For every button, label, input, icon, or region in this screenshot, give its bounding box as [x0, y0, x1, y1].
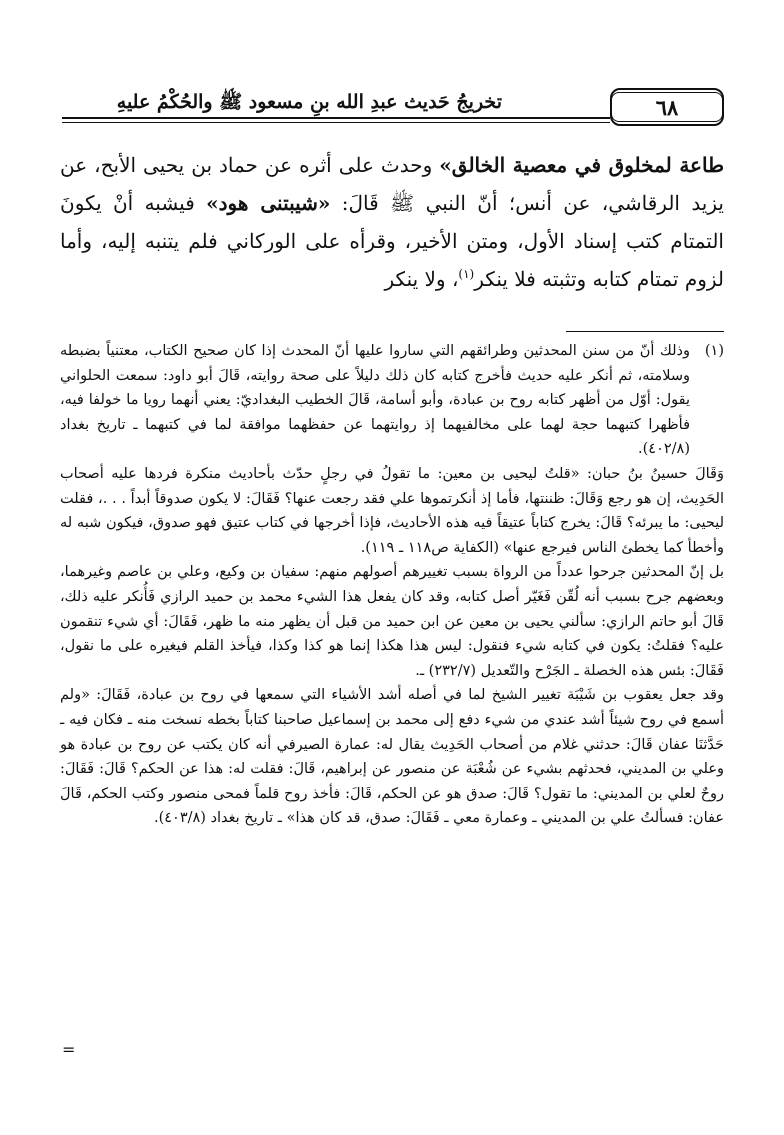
footnote-paragraph: وقد جعل يعقوب بن شَيْبَة تغيير الشيخ لما في أصله أشد الأشياء التي سمعها في روح بن عبادة، فَقَالَ: «ولم أسمع في روح شيئاً أشد عندي من شيء دفع إلى محمد بن إسماعيل صاحبنا كتاباً بخطه نسخت منه ـ فكان فيه ـ حَدَّثنَا عفان قَالَ: حدثني غلام من أصحاب الحَدِيث يقال له: عمارة الصيرفي أنه كان يكتب عن روح بن عبادة هو وعلي بن المديني، فحدثهم بشيء عن شُعْبَة عن منصور عن إبراهيم، قَالَ: فقلت له: هذا عن الحكم؟ قَالَ: فَقَالَ: روحٌ لعلي بن المديني: ما تقول؟ قَالَ: صدق هو عن الحكم، قَالَ: فأخذ روح قلماً فمحى منصور وكتب الحكم، قَالَ عفان: فسألتُ علي بن المديني ـ وعمارة معي ـ فَقَالَ: صدق، قد كان هذا» ـ تاريخ بغداد (٤٠٣/٨).	[60, 687, 724, 827]
main-text-segment: ، ولا ينكر	[384, 267, 459, 291]
bold-quote-1: طاعة لمخلوق في معصية الخالق»	[439, 153, 724, 177]
footnote-reference[interactable]: (١)	[458, 267, 475, 281]
page-number-frame	[610, 88, 724, 126]
footnote-separator	[566, 331, 724, 332]
continuation-mark: =	[62, 1040, 76, 1059]
main-text-segment: وحدث على أثره عن حماد بن يحيى الأبح، عن يزيد الرقاشي، عن أنس؛ أنّ النبي ﷺ قَالَ:	[60, 153, 724, 215]
running-title: تخريجُ حَديث عبدِ الله بنِ مسعود ﷺ والحُكْمُ عليهِ	[116, 91, 502, 113]
footnote-paragraph: بل إنّ المحدثين جرحوا عدداً من الرواة بسبب تغييرهم أصولهم منهم: سفيان بن وكيع، وعلي بن عاصم وغيرهما، وبعضهم جرح بسبب أنه لُقّن فَغَيّر أصل كتابه، وقد كان يفعل هذا الشيء محمد بن حميد الرازي فَأُنكر عليه ذلك، قَالَ أبو حاتم الرازي: سألني يحيى بن معين عن ابن حميد من قبل أن يظهر منه ما ظهر، فَقَالَ: أي شيء تنقمون عليه؟ فقلتُ: يكون في كتابه شيء فنقول: ليس هذا هكذا إنما هو كذا وكذا، فيأخذ القلم فيغيره على ما نقول، فَقَالَ: بئس هذه الخصلة ـ الجَرْح والتّعديل (٢٣٢/٧) ـ.	[60, 564, 724, 679]
main-text-segment: فيشبه أنْ يكونَ التمتام كتب إسناد الأول، ومتن الأخير، وقرأه على الوركاني فلم يتنبه إليه، وأما لزوم تمتام كتابه وتثبته فلا ينكر	[60, 191, 724, 291]
footnotes	[60, 339, 724, 831]
page-header	[62, 76, 724, 132]
main-text	[60, 146, 724, 298]
footnote-paragraph: وَقَالَ حسينُ بنُ حبان: «قلتُ ليحيى بن معين: ما تقولُ في رجلٍ حدّث بأحاديث منكرة فردها عليه أصحاب الحَدِيث، إن هو رجع وَقَالَ: ظننتها، فأما إذ أنكرتموها علي فقد رجعت عنها؟ فَقَالَ: لا يكون صدوقاً أبداً . . .، فقلت ليحيى: ما يبرئه؟ قَالَ: يخرج كتاباً عتيقاً فيه هذه الأحاديث، فإذا أخرجها في كتاب عتيق فهو صدوق، فيكون شبه له وأخطأ كما يخطئ الناس فيرجع عنها» (الكفاية ص١١٨ ـ ١١٩).	[60, 465, 724, 556]
footnote-text: وذلك أنّ من سنن المحدثين وطرائقهم التي ساروا عليها أنّ المحدث إذا كان صحيح الكتاب، معتنياً بضبطه وسلامته، ثم أنكر عليه حديث فأخرج كتابه كان ذلك دليلاً على صحة روايته، قَالَ أبو داود: سمعت الحلواني يقول: أوّل من أظهر كتابه روح بن عبادة، وأبو أسامة، قَالَ الخطيب البغداديّ: يعني أنهما رويا ما خولفا فيه، فأظهرا كتبهما حجة لهما على مخالفيهما إذ روايتهما عن حفظهما موافقة لما في كتبهما ـ تاريخ بغداد (٤٠٢/٨).	[60, 343, 690, 458]
page-number: ٦٨	[655, 94, 679, 120]
main-paragraph	[60, 146, 724, 298]
header-rule-thin	[62, 122, 610, 123]
footnote-paragraph	[60, 339, 724, 462]
footnote-marker: (١)	[704, 343, 724, 359]
bold-quote-2: «شيبتنى هود»	[206, 191, 331, 215]
